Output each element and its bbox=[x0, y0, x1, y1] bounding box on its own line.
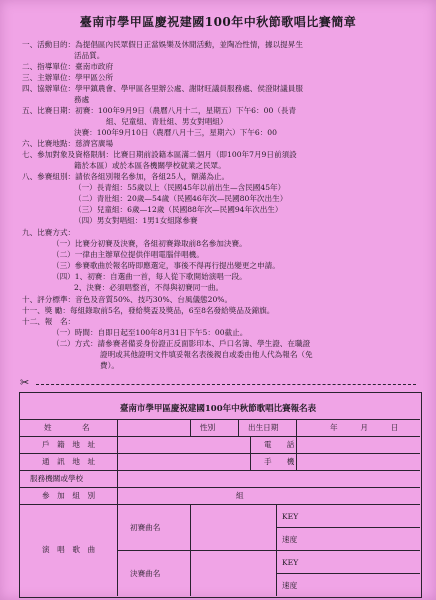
mail-address-label: 通 訊 地 址 bbox=[42, 457, 96, 466]
item-scoring: 十、評分標準：音色及音質50%、技巧30%、台風儀態20%。 bbox=[22, 295, 233, 304]
cut-line bbox=[18, 376, 420, 389]
final-key-label: KEY bbox=[282, 558, 299, 567]
prelim-speed-label: 速度 bbox=[282, 535, 298, 544]
gender-label: 性別 bbox=[200, 423, 216, 432]
item-date-final: 決賽：100年9月10日（農曆八月十三，星期六）下午6：00 bbox=[74, 128, 277, 137]
scissors-icon: ✂ bbox=[20, 376, 30, 389]
item-awards: 十一、獎 勵：每組錄取前5名，發給獎盃及獎品，6至8名發給獎品及錦旗。 bbox=[22, 306, 275, 315]
item-co-organizers-cont: 務處 bbox=[74, 95, 90, 104]
group-senior: （一）長青組：55歲以上（民國45年以前出生—含民國45年） bbox=[74, 183, 286, 192]
address-label: 戶 籍 地 址 bbox=[42, 440, 96, 449]
form-title: 臺南市學甲區慶祝建國100年中秋節歌唱比賽報名表 bbox=[119, 404, 317, 414]
format-karaoke: （二）一律由主辦單位提供伴唱電腦伴唱機。 bbox=[52, 250, 204, 259]
item-date-prelim-cont: 組、兒童組、青壯組、男女對唱組） bbox=[106, 117, 228, 126]
item-format: 九、比賽方式： bbox=[22, 228, 76, 237]
format-rounds: （一）比賽分初賽及決賽，各組初賽錄取前8名參加決賽。 bbox=[52, 239, 247, 248]
name-label: 姓 名 bbox=[44, 423, 90, 432]
item-purpose-cont: 活品質。 bbox=[74, 51, 105, 60]
group-value[interactable]: 組 bbox=[236, 491, 244, 500]
item-guidance-unit: 二、指導單位：臺南市政府 bbox=[22, 62, 114, 71]
prelim-song-label: 初賽曲名 bbox=[130, 523, 161, 532]
format-song-choice: （三）參賽歌曲於報名時即應選定，事後不得再行提出變更之申請。 bbox=[52, 261, 280, 270]
work-label: 服務機關或學校 bbox=[30, 474, 84, 483]
phone-label: 電 話 bbox=[264, 440, 295, 449]
final-speed-label: 速度 bbox=[282, 581, 298, 590]
item-co-organizers: 四、協辦單位：學甲鎮農會、學甲區各里辦公處、謝財旺議員服務處、侯澄財議員服 bbox=[22, 84, 303, 93]
final-song-label: 決賽曲名 bbox=[130, 569, 161, 578]
item-organizer: 三、主辦單位：學甲區公所 bbox=[22, 73, 114, 82]
item-date-prelim: 五、比賽日期：初賽：100年9月9日（農曆八月十二，星期五）下午6：00（長青 bbox=[22, 106, 297, 115]
item-groups: 八、參賽組別：請依各組別報名參加，各組25人，額滿為止。 bbox=[22, 172, 230, 181]
item-eligibility-cont: 籍於本區）或於本區各機關學校就業之民眾。 bbox=[74, 161, 226, 170]
registration-method-end: 費）。 bbox=[100, 361, 119, 370]
registration-time: （一）時間：自即日起至100年8月31日下午5：00截止。 bbox=[52, 328, 248, 337]
prelim-key-label: KEY bbox=[282, 512, 299, 521]
birth-value[interactable]: 年 月 日 bbox=[330, 423, 399, 432]
registration-method: （二）方式：請參賽者備妥身份證正反面影印本、戶口名簿、學生證、在職證 bbox=[52, 339, 311, 348]
group-label: 參 加 組 別 bbox=[42, 491, 96, 500]
mobile-label: 手 機 bbox=[264, 457, 295, 466]
format-prelim: （四）1、初賽：自選曲一首，每人從下歌開始演唱一段。 bbox=[52, 272, 247, 281]
group-child: （三）兒童組：6歲—12歲（民國88年次—民國94年次出生） bbox=[74, 205, 283, 214]
item-venue: 六、比賽地點：慈濟宮廣場 bbox=[22, 139, 114, 148]
format-final: 2、決賽：必須唱整首，不得與初賽同一曲。 bbox=[74, 283, 224, 292]
item-purpose: 一、活動目的：為提倡區內民眾假日正當娛樂及休閒活動，並陶冶性情，據以提昇生 bbox=[22, 40, 303, 49]
item-registration: 十二、報 名： bbox=[22, 317, 76, 326]
page-title: 臺南市學甲區慶祝建國100年中秋節歌唱比賽簡章 bbox=[79, 15, 357, 29]
song-label: 演 唱 歌 曲 bbox=[42, 545, 96, 554]
group-duet: （四）男女對唱組：1男1女組隊參賽 bbox=[74, 216, 198, 225]
group-adult: （二）青壯組：20歲—54歲（民國46年次—民國80年次出生） bbox=[74, 194, 288, 203]
item-eligibility: 七、參加對象及資格限制：比賽日期前設籍本區滿二個月（即100年7月9日前須設 bbox=[22, 150, 297, 159]
birth-label: 出生日期 bbox=[248, 423, 279, 432]
registration-method-cont: 證明或其他證明文件填妥報名表後親自或委由他人代為報名（免 bbox=[100, 350, 313, 359]
dashed-divider bbox=[36, 384, 416, 385]
